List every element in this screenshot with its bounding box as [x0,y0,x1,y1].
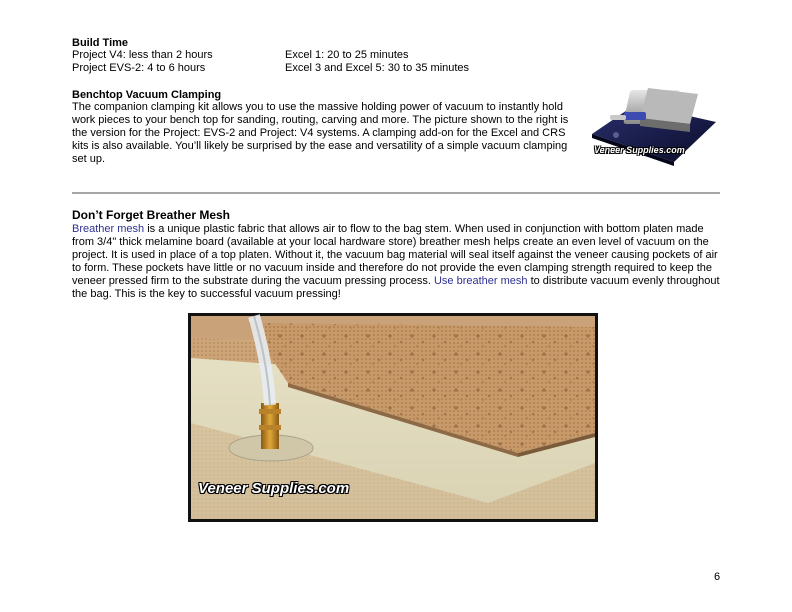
breather-mesh-text-end: to distribute vacuum evenly throughout the bag. This is the key to successful vacuum pressing! [72,275,720,300]
build-time-excel: Excel 1: 20 to 25 minutes [285,49,409,61]
benchtop-heading: Benchtop Vacuum Clamping [72,89,222,101]
breather-mesh-heading: Don’t Forget Breather Mesh [72,208,231,222]
section-divider [72,192,720,194]
breather-mesh-paragraph [72,223,724,301]
build-time-project: Project V4: less than 2 hours [72,49,213,61]
page-number: 6 [714,571,721,583]
breather-mesh-link[interactable]: Breather mesh [72,223,145,235]
build-time-project: Project EVS-2: 4 to 6 hours [72,62,206,74]
veneer-supplies-logo: Veneer Supplies.com [198,480,350,497]
build-time-heading: Build Time [72,37,129,49]
breather-mesh-photo [188,313,598,522]
build-time-row [72,62,672,75]
breather-mesh-text: is a unique plastic fabric that allows air to flow to the bag stem. When used in conjunction with bottom platen made from 3/4" thick melamine board (available at your local hardware store) breather mesh helps create an even level of vacuum on the project. It is used in place of a top platen. Without it, the vacuum bag material will seal itself against the veneer causing pockets of air to form. These pockets have little or no vacuum inside and therefore do not provide the even clamping strength required to keep the veneer pressed firm to the substrate during the vacuum pressing process. [72,223,718,287]
benchtop-paragraph: The companion clamping kit allows you to use the massive holding power of vacuum to instantly hold work pieces to your bench top for sanding, routing, carving and more. The picture shown to the right is the version for the Project: EVS-2 and Project: V4 systems. A clamping add-on for the Excel and CRS kits is also available. You’ll likely be surprised by the ease and versatility of a simple vacuum clamping set up. [72,101,569,165]
veneer-supplies-logo: Veneer Supplies.com [594,145,685,155]
use-breather-mesh-link[interactable]: Use breather mesh [433,275,528,287]
build-time-row [72,49,672,62]
build-time-excel: Excel 3 and Excel 5: 30 to 35 minutes [285,62,470,74]
vacuum-clamp-photo [586,82,720,166]
